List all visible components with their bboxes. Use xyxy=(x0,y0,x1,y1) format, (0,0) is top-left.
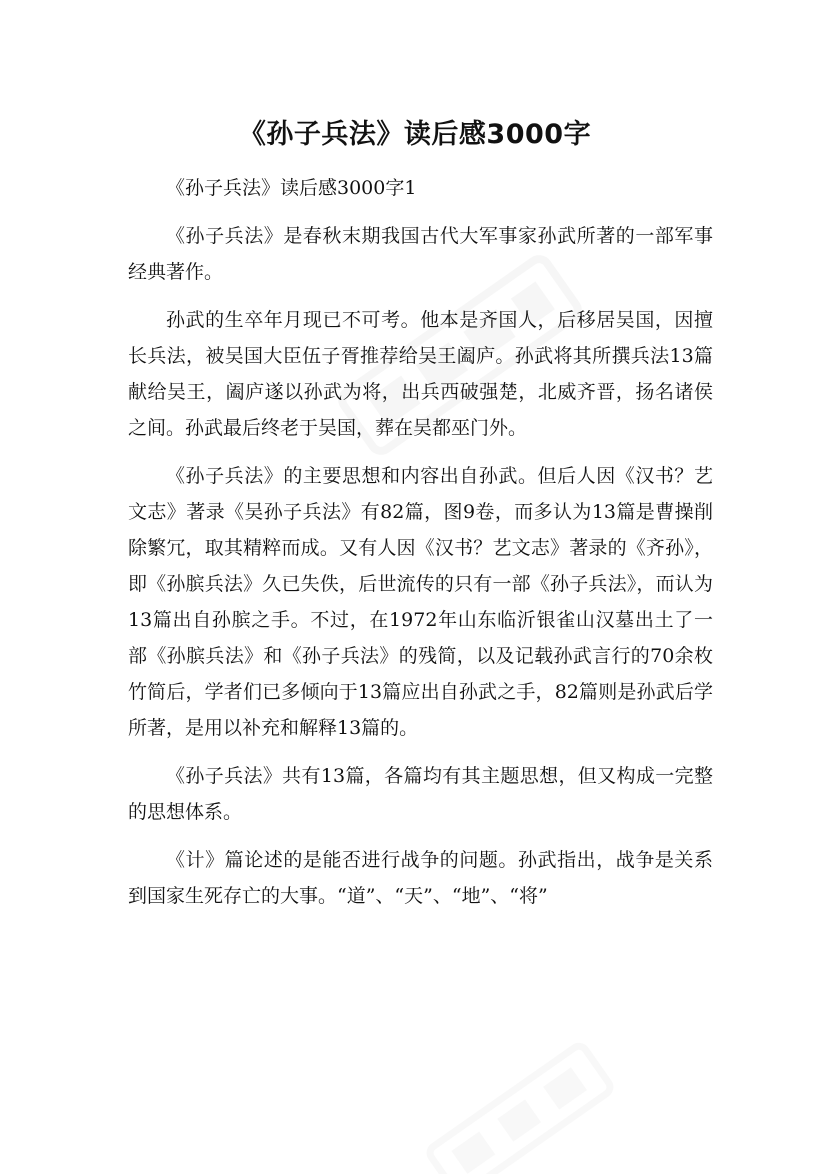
section-heading: 《孙子兵法》读后感3000字1 xyxy=(166,177,417,199)
paragraph-authorship: 《孙子兵法》的主要思想和内容出自孙武。但后人因《汉书？艺文志》著录《吴孙子兵法》有82篇，图9卷，而多认为13篇是曹操削除繁冗，取其精粹而成。又有人因《汉书？艺文志》著录的《齐孙》，即《孙膑兵法》久已失佚，后世流传的只有一部《孙子兵法》，而认为13篇出自孙膑之手。不过，在1972年山东临沂银雀山汉墓出土了一部《孙膑兵法》和《孙子兵法》的残简，以及记载孙武言行的70余枚竹简后，学者们已多倾向于13篇应出自孙武之手，82篇则是孙武后学所著，是用以补充和解释13篇的。 xyxy=(128,465,713,739)
paragraph-biography: 孙武的生卒年月现已不可考。他本是齐国人，后移居吴国，因擅长兵法，被吴国大臣伍子胥推荐给吴王阖庐。孙武将其所撰兵法13篇献给吴王，阖庐遂以孙武为将，出兵西破强楚，北威齐晋，扬名诸侯之间。孙武最后终老于吴国，葬在吴都巫门外。 xyxy=(128,309,713,439)
watermark-logo-bottom xyxy=(415,1030,625,1174)
document-title: 《孙子兵法》读后感3000字 xyxy=(238,119,592,150)
paragraph-structure: 《孙子兵法》共有13篇，各篇均有其主题思想，但又构成一完整的思想体系。 xyxy=(128,765,713,823)
paragraph-intro: 《孙子兵法》是春秋末期我国古代大军事家孙武所著的一部军事经典著作。 xyxy=(128,225,713,283)
document-body xyxy=(128,170,713,926)
paragraph-ji-chapter: 《计》篇论述的是能否进行战争的问题。孙武指出，战争是关系到国家生死存亡的大事。“道”、“天”、“地”、“将” xyxy=(128,849,713,907)
